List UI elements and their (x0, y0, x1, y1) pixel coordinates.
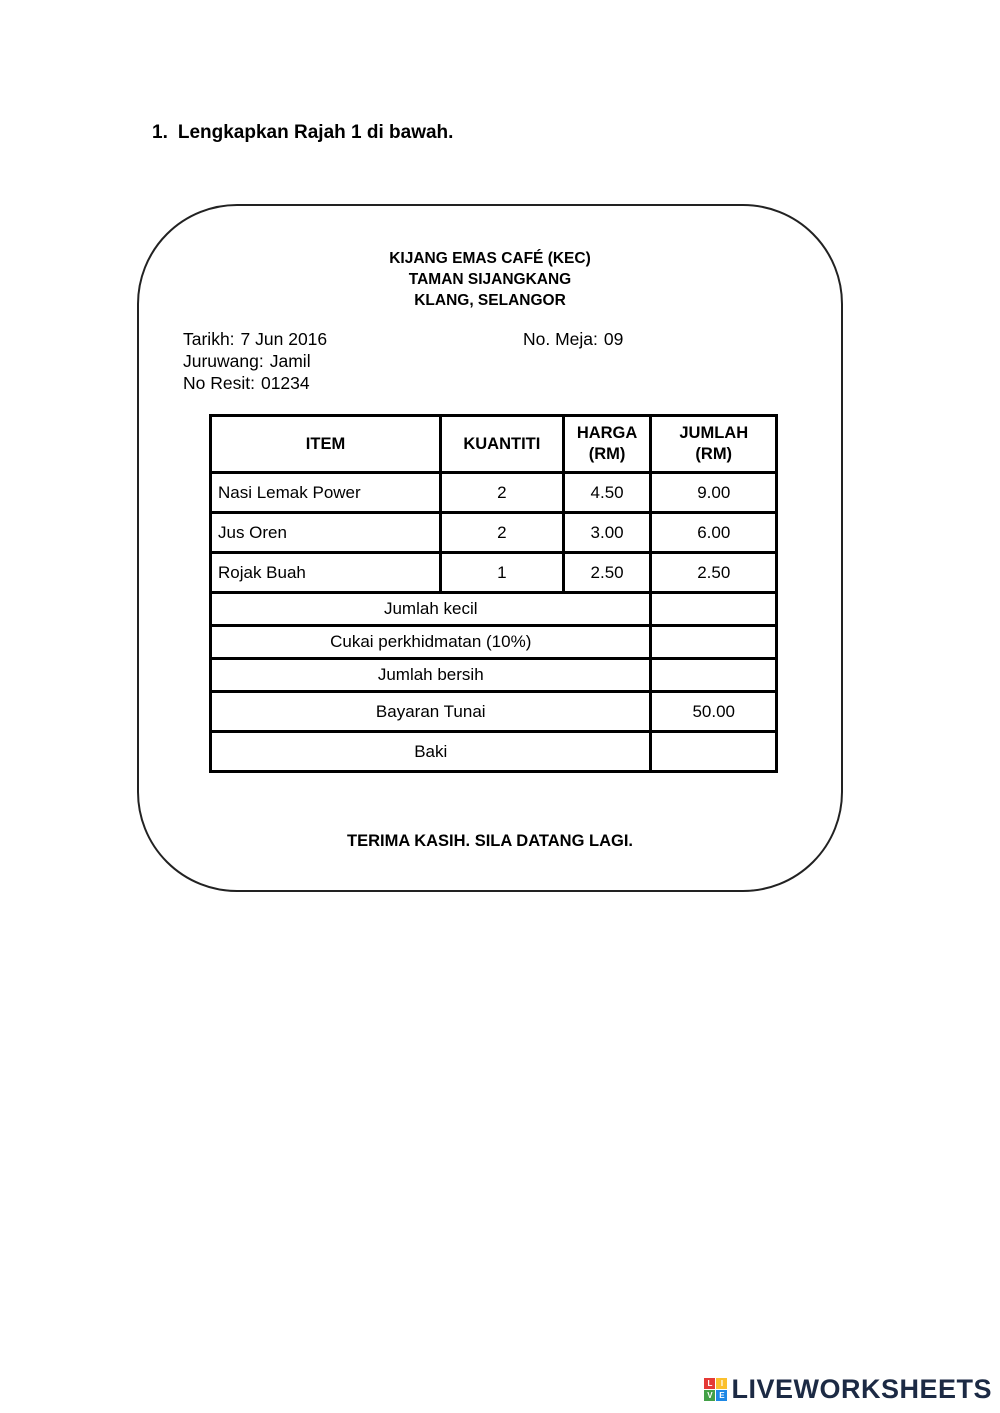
row-price: 2.50 (563, 553, 651, 593)
cashier-label: Juruwang: (183, 351, 264, 371)
cafe-header (139, 248, 841, 311)
service-tax-row (211, 626, 777, 659)
header-price-line2: (RM) (588, 445, 626, 463)
row-qty: 1 (441, 553, 564, 593)
table-number-value: 09 (603, 329, 624, 349)
bill-table (209, 414, 778, 773)
header-total-line2: (RM) (695, 445, 733, 463)
receipt-meta-right (523, 328, 623, 350)
row-price: 4.50 (563, 473, 651, 513)
cash-payment-row (211, 692, 777, 732)
logo-letter: I (716, 1378, 727, 1389)
question-heading (152, 122, 453, 144)
row-total: 9.00 (651, 473, 777, 513)
date-line (183, 328, 327, 350)
cashier-value: Jamil (269, 351, 311, 371)
row-price: 3.00 (563, 513, 651, 553)
balance-label: Baki (211, 732, 651, 772)
question-number: 1. (152, 122, 168, 143)
service-tax-label: Cukai perkhidmatan (10%) (211, 626, 651, 659)
net-total-answer-field[interactable] (651, 659, 777, 692)
receipt-meta-left (183, 328, 327, 394)
thank-you-message: TERIMA KASIH. SILA DATANG LAGI. (347, 832, 633, 850)
row-qty: 2 (441, 513, 564, 553)
row-qty: 2 (441, 473, 564, 513)
logo-letter: L (704, 1378, 715, 1389)
row-total: 2.50 (651, 553, 777, 593)
liveworksheets-wordmark: LIVEWORKSHEETS (731, 1374, 992, 1404)
subtotal-answer-field[interactable] (651, 593, 777, 626)
header-price (563, 416, 651, 473)
receipt-number-label: No Resit: (183, 373, 255, 393)
question-text: Lengkapkan Rajah 1 di bawah. (177, 122, 454, 143)
logo-letter: V (704, 1390, 715, 1401)
cashier-line (183, 350, 327, 372)
subtotal-label: Jumlah kecil (211, 593, 651, 626)
liveworksheets-brand (704, 1374, 992, 1405)
header-item: ITEM (211, 416, 441, 473)
table-number-label: No. Meja: (523, 329, 598, 349)
receipt-card (137, 204, 843, 892)
date-value: 7 Jun 2016 (240, 329, 328, 349)
table-row (211, 553, 777, 593)
net-total-row (211, 659, 777, 692)
row-item: Rojak Buah (211, 553, 441, 593)
cafe-name: KIJANG EMAS CAFÉ (KEC) (389, 250, 591, 267)
header-total-line1: JUMLAH (679, 424, 749, 442)
net-total-label: Jumlah bersih (211, 659, 651, 692)
header-total (651, 416, 777, 473)
row-total: 6.00 (651, 513, 777, 553)
balance-row (211, 732, 777, 772)
liveworksheets-logo-icon (704, 1378, 727, 1401)
header-price-line1: HARGA (576, 424, 638, 442)
receipt-number-line (183, 372, 327, 394)
cafe-address-line2: KLANG, SELANGOR (414, 292, 566, 309)
row-item: Nasi Lemak Power (211, 473, 441, 513)
table-row (211, 513, 777, 553)
cash-payment-value: 50.00 (651, 692, 777, 732)
table-row (211, 473, 777, 513)
bill-header-row (211, 416, 777, 473)
date-label: Tarikh: (183, 329, 235, 349)
service-tax-answer-field[interactable] (651, 626, 777, 659)
header-qty: KUANTITI (441, 416, 564, 473)
balance-answer-field[interactable] (651, 732, 777, 772)
cafe-address-line1: TAMAN SIJANGKANG (408, 271, 572, 288)
subtotal-row (211, 593, 777, 626)
logo-letter: E (716, 1390, 727, 1401)
cash-payment-label: Bayaran Tunai (211, 692, 651, 732)
row-item: Jus Oren (211, 513, 441, 553)
receipt-number-value: 01234 (260, 373, 310, 393)
